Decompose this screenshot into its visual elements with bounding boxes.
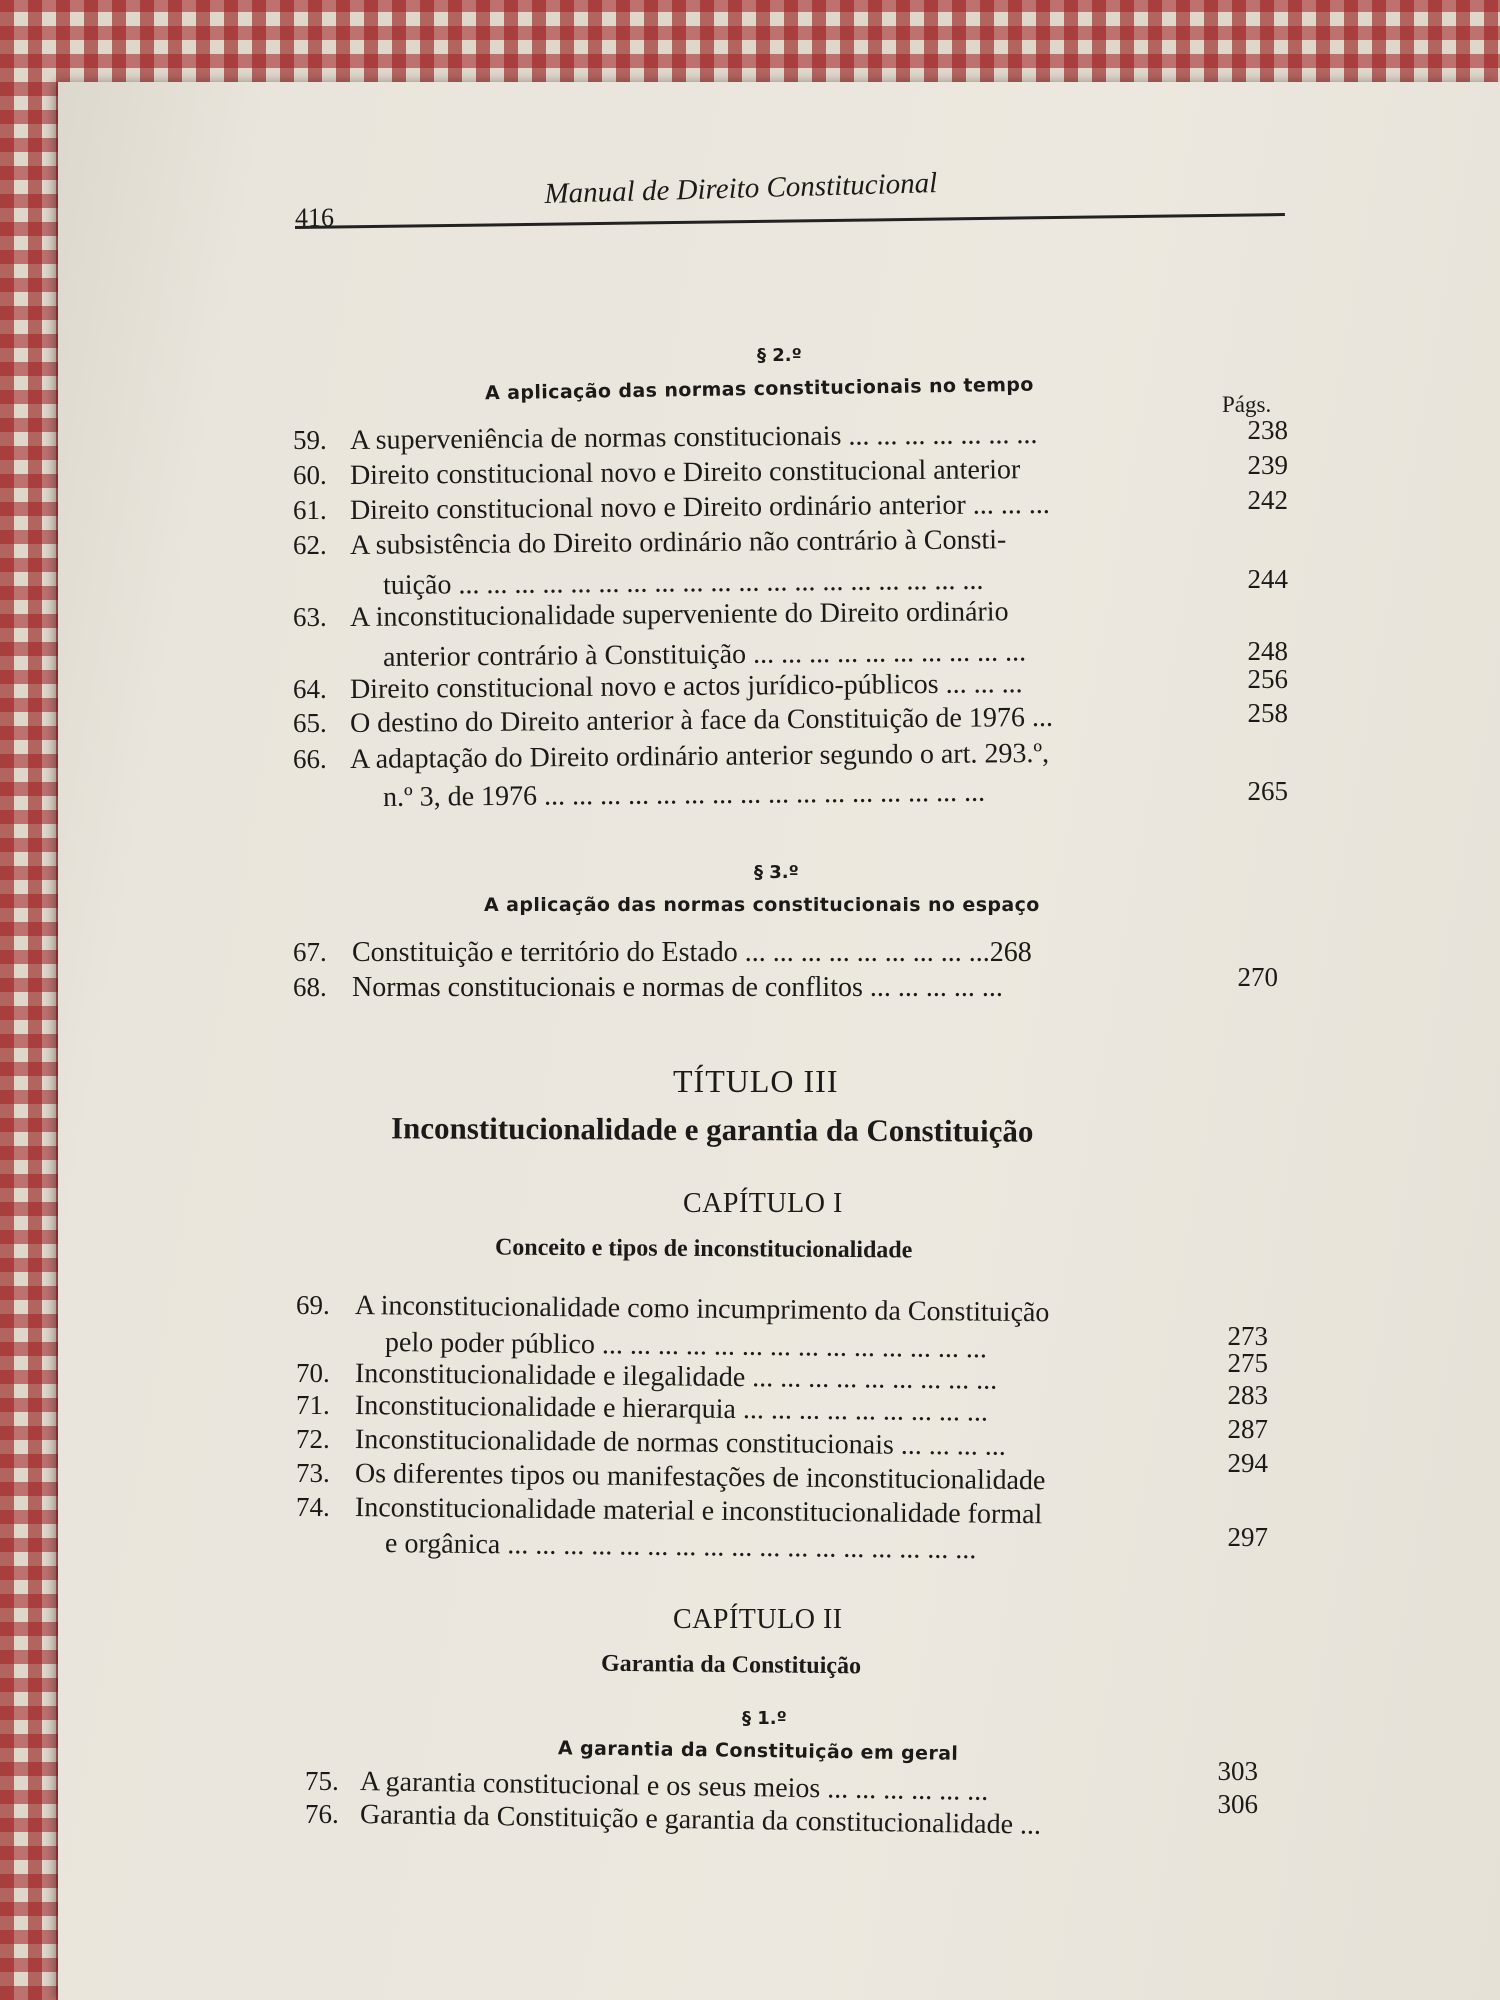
entry-number: 73. <box>296 1458 330 1488</box>
entry-title: A inconstitucionalidade como incumprimento da Constituição <box>354 1290 1050 1329</box>
entry-title: Inconstitucionalidade e hierarquia ... ... ... ... ... ... ... ... ... <box>354 1390 989 1428</box>
entry-title: A garantia constitucional e os seus meios ... ... ... ... ... ... <box>359 1766 989 1807</box>
entry-number: 68. <box>293 972 327 1002</box>
entry-number: 66. <box>293 744 327 774</box>
entry-number: 61. <box>293 495 327 525</box>
entry-number: 59. <box>293 425 327 455</box>
entry-page-number: 283 <box>1227 1380 1268 1410</box>
entry-title: n.º 3, de 1976 ... ... ... ... ... ... ... ... ... ... ... ... ... ... ... ... <box>382 776 986 813</box>
entry-title: Inconstitucionalidade de normas constitucionais ... ... ... ... <box>354 1424 1007 1462</box>
entry-number: 67. <box>293 937 327 967</box>
header-rule <box>295 213 1285 229</box>
section-mark: § 3.º <box>754 862 799 883</box>
entry-page-number: 287 <box>1227 1414 1268 1444</box>
entry-page-number: 256 <box>1247 664 1288 694</box>
chapter-label: CAPÍTULO II <box>673 1604 843 1635</box>
section-mark: § 2.º <box>757 345 802 366</box>
section-title: A aplicação das normas constitucionais no espaço <box>484 894 1040 916</box>
entry-title: Constituição e território do Estado ... ... ... ... ... ... ... ... ...268 <box>352 937 1032 968</box>
titulo-name: Inconstitucionalidade e garantia da Constituição <box>390 1110 1034 1149</box>
entry-page-number: 239 <box>1247 450 1288 480</box>
entry-number: 70. <box>296 1358 330 1388</box>
entry-title: A superveniência de normas constitucionais ... ... ... ... ... ... ... <box>349 419 1038 456</box>
entry-title: Direito constitucional novo e actos jurídico-públicos ... ... ... <box>349 668 1023 705</box>
entry-page-number: 248 <box>1247 636 1288 666</box>
entry-title: A subsistência do Direito ordinário não contrário à Consti- <box>349 524 1007 561</box>
entry-title: Normas constitucionais e normas de conflitos ... ... ... ... ... <box>352 972 1003 1003</box>
entry-page-number: 258 <box>1247 698 1288 728</box>
entry-title: Inconstitucionalidade material e inconstitucionalidade formal <box>354 1492 1043 1531</box>
entry-number: 75. <box>305 1766 339 1796</box>
page-number: 416 <box>295 203 334 232</box>
entry-title: O destino do Direito anterior à face da Constituição de 1976 ... <box>349 701 1054 739</box>
entry-number: 69. <box>296 1290 330 1320</box>
section-mark: § 1.º <box>742 1708 787 1729</box>
entry-number: 60. <box>293 460 327 490</box>
chapter-label: CAPÍTULO I <box>683 1188 843 1219</box>
entry-title: Garantia da Constituição e garantia da constitucionalidade ... <box>359 1799 1042 1841</box>
entry-title: A inconstitucionalidade superveniente do Direito ordinário <box>349 596 1009 633</box>
entry-page-number: 238 <box>1247 415 1288 445</box>
entry-title: Os diferentes tipos ou manifestações de inconstitucionalidade <box>354 1458 1046 1497</box>
entry-number: 74. <box>296 1492 330 1522</box>
entry-title: Inconstitucionalidade e ilegalidade ... ... ... ... ... ... ... ... ... <box>354 1358 998 1396</box>
entry-page-number: 273 <box>1227 1321 1268 1351</box>
entry-page-number: 303 <box>1217 1756 1258 1786</box>
entry-title: A adaptação do Direito ordinário anterior segundo o art. 293.º, <box>349 737 1050 775</box>
entry-number: 65. <box>293 708 327 738</box>
pages-column-label: Págs. <box>1222 392 1272 417</box>
entry-number: 63. <box>293 602 327 632</box>
entry-number: 64. <box>293 674 327 704</box>
entry-number: 72. <box>296 1424 330 1454</box>
running-title: Manual de Direito Constitucional <box>544 167 938 211</box>
entry-page-number: 242 <box>1247 485 1288 515</box>
entry-page-number: 244 <box>1247 564 1288 594</box>
titulo-label: TÍTULO III <box>673 1063 839 1099</box>
entry-number: 71. <box>296 1390 330 1420</box>
entry-title: Direito constitucional novo e Direito constitucional anterior <box>349 454 1021 491</box>
entry-page-number: 270 <box>1237 962 1278 992</box>
entry-number: 76. <box>305 1799 339 1829</box>
entry-title: pelo poder público ... ... ... ... ... ... ... ... ... ... ... ... ... ... <box>384 1327 988 1365</box>
entry-page-number: 297 <box>1227 1522 1268 1552</box>
entry-page-number: 275 <box>1227 1348 1268 1378</box>
entry-number: 62. <box>293 530 327 560</box>
entry-title: tuição ... ... ... ... ... ... ... ... ... ... ... ... ... ... ... ... ... ... ... <box>382 564 984 601</box>
entry-title: anterior contrário à Constituição ... ... ... ... ... ... ... ... ... ... <box>382 636 1027 673</box>
section-title: A garantia da Constituição em geral <box>557 1737 959 1765</box>
chapter-name: Conceito e tipos de inconstitucionalidade <box>494 1234 913 1264</box>
entry-title: e orgânica ... ... ... ... ... ... ... ... ... ... ... ... ... ... ... ... ... <box>384 1528 977 1566</box>
entry-page-number: 265 <box>1247 776 1288 806</box>
section-title: A aplicação das normas constitucionais no tempo <box>484 373 1034 405</box>
chapter-name: Garantia da Constituição <box>600 1650 862 1680</box>
entry-title: Direito constitucional novo e Direito ordinário anterior ... ... ... <box>349 488 1050 526</box>
entry-page-number: 306 <box>1217 1789 1258 1819</box>
entry-page-number: 294 <box>1227 1448 1268 1478</box>
